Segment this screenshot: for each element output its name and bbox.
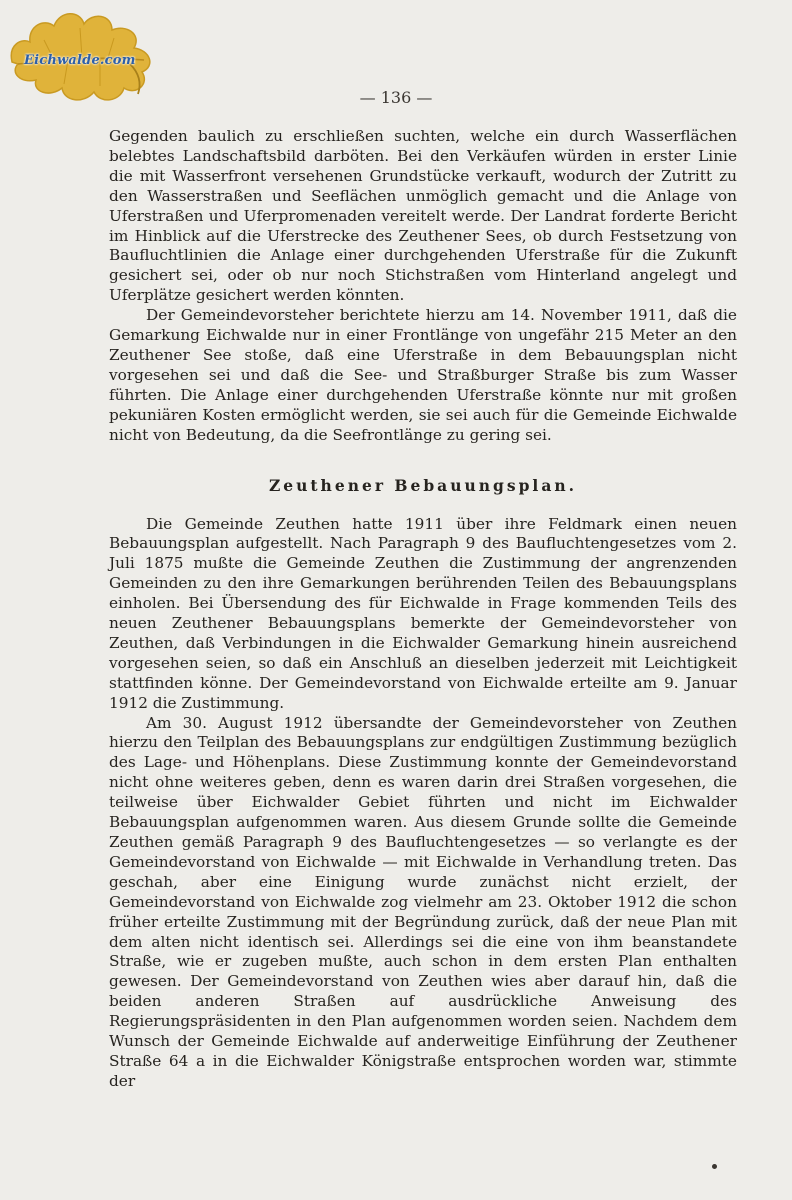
paragraph: Der Gemeindevorsteher berichtete hierzu am 14. November 1911, daß die Gemarkung Eichwalde nur in einer Frontlänge von ungefähr 215 Meter an den Zeuthener See stoße, daß eine Uferstraße in dem Bebauungsplan nicht vorgesehen sei und daß die See- und Straßburger Straße bis zum Wasser führten. Die Anlage einer durchgehenden Uferstraße könnte nur mit großen pekuniären Kosten ermöglicht werden, sie sei auch für die Gemeinde Eichwalde nicht von Bedeutung, da die Seefrontlänge zu gering sei. — [109, 306, 737, 444]
page-body — [109, 127, 737, 1092]
paragraph-continued: Gegenden baulich zu erschließen suchten, welche ein durch Wasserflächen belebtes Landschaftsbild darböten. Bei den Verkäufen würden in erster Linie die mit Wasserfront versehenen Grundstücke verkauft, wodurch der Zutritt zu den Wasserstraßen und Seeflächen unmöglich gemacht und die Anlage von Uferstraßen und Uferpromenaden vereitelt werde. Der Landrat forderte Bericht im Hinblick auf die Uferstrecke des Zeuthener Sees, ob durch Festsetzung von Baufluchtlinien die Anlage einer durchgehenden Uferstraße für die Zukunft gesichert sei, oder ob nur noch Stichstraßen vom Hinterland angelegt und Uferplätze gesichert werden könnten. — [109, 127, 737, 305]
page-number: — 136 — — [359, 88, 433, 107]
section-heading: Zeuthener Bebauungsplan. — [268, 475, 578, 495]
paragraph: Am 30. August 1912 übersandte der Gemeindevorsteher von Zeuthen hierzu den Teilplan des Bebauungsplans zur endgültigen Zustimmung bezüglich des Lage- und Höhenplans. Diese Zustimmung konnte der Gemeindevorstand nicht ohne weiteres geben, denn es waren darin drei Straßen vorgesehen, die teilweise über Eichwalder Gebiet führten und nicht im Eichwalder Bebauungsplan aufgenommen waren. Aus diesem Grunde sollte die Gemeinde Zeuthen gemäß Paragraph 9 des Baufluchtengesetzes — so verlangte es der Gemeindevorstand von Eichwalde — mit Eichwalde in Verhandlung treten. Das geschah, aber eine Einigung wurde zunächst nicht erzielt, der Gemeindevorstand von Eichwalde zog vielmehr am 23. Oktober 1912 die schon früher erteilte Zustimmung mit der Begründung zurück, daß der neue Plan mit dem alten nicht identisch sei. Allerdings sei die eine von ihm beanstandete Straße, wie er zugeben mußte, auch schon in dem ersten Plan enthalten gewesen. Der Gemeindevorstand von Zeuthen wies aber darauf hin, daß die beiden anderen Straßen auf ausdrückliche Anweisung des Regierungspräsidenten in den Plan aufgenommen worden seien. Nachdem dem Wunsch der Gemeinde Eichwalde auf anderweitige Einführung der Zeuthener Straße 64 a in die Eichwalder Königstraße entsprochen worden war, stimmte der — [109, 713, 737, 1090]
paragraph: Die Gemeinde Zeuthen hatte 1911 über ihre Feldmark einen neuen Bebauungsplan aufgestellt. Nach Paragraph 9 des Baufluchtengesetzes vom 2. Juli 1875 mußte die Gemeinde Zeuthen die Zustimmung der angrenzenden Gemeinden zu den ihre Gemarkungen berührenden Teilen des Bebauungsplans einholen. Bei Übersendung des für Eichwalde in Frage kommenden Teils des neuen Zeuthener Bebauungsplans bemerkte der Gemeindevorsteher von Zeuthen, daß Verbindungen in die Eichwalder Gemarkung hinein ausreichend vorgesehen seien, so daß ein Anschluß an dieselben jederzeit mit Leichtigkeit stattfinden könne. Der Gemeindevorstand von Eichwalde erteilte am 9. Januar 1912 die Zustimmung. — [109, 514, 737, 712]
logo-text: Eichwalde.com — [24, 53, 136, 68]
page-speck — [712, 1164, 717, 1169]
